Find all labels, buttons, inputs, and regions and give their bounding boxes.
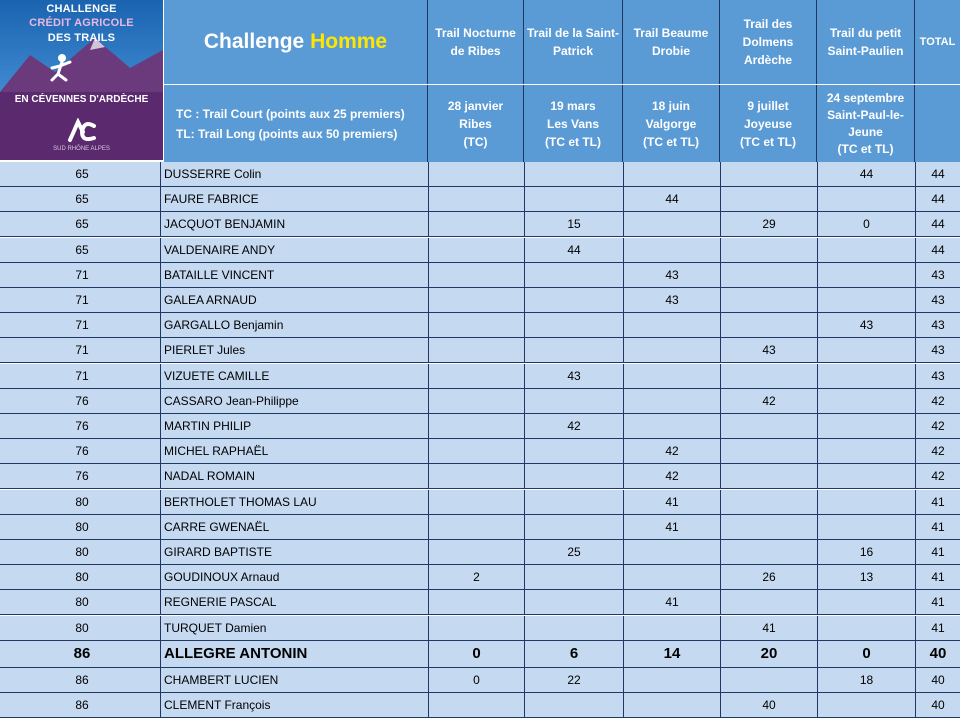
rank-cell: 80 (75, 545, 89, 559)
rank-cell: 71 (75, 318, 89, 333)
race-name-4: Trail des Dolmens Ardèche (720, 0, 816, 84)
table-row (0, 693, 960, 718)
table-row (0, 565, 960, 590)
score-race-4 (720, 238, 817, 262)
score-race-5 (817, 464, 915, 488)
rank-cell: 86 (75, 698, 89, 712)
total-cell: 44 (915, 162, 960, 186)
name-cell: TURQUET Damien (160, 616, 428, 640)
score-race-5: 44 (817, 162, 915, 186)
table-row (0, 540, 960, 565)
score-race-1 (428, 616, 524, 640)
score-race-5 (817, 693, 915, 717)
score-race-2 (524, 565, 623, 589)
score-race-2 (524, 515, 623, 539)
name-cell: GIRARD BAPTISTE (160, 540, 428, 564)
score-race-1 (428, 288, 524, 312)
score-race-2: 22 (524, 668, 623, 692)
total-header: TOTAL (915, 0, 960, 84)
score-race-1 (428, 187, 524, 211)
table-row (0, 313, 960, 338)
score-race-1 (428, 313, 524, 337)
score-race-5 (817, 414, 915, 438)
name-cell: GARGALLO Benjamin (160, 313, 428, 337)
score-race-3 (623, 338, 720, 362)
score-race-2: 44 (524, 238, 623, 262)
rank-cell: 76 (75, 469, 89, 484)
score-race-5 (817, 490, 915, 514)
score-race-3 (623, 616, 720, 640)
score-race-4: 40 (720, 693, 817, 717)
score-race-4 (720, 439, 817, 463)
name-cell: BERTHOLET THOMAS LAU (160, 490, 428, 514)
name-cell: PIERLET Jules (160, 338, 428, 362)
score-race-5: 16 (817, 540, 915, 564)
table-row (0, 616, 960, 641)
total-cell: 41 (915, 565, 960, 589)
score-race-4 (720, 364, 817, 388)
race-name-1: Trail Nocturne de Ribes (428, 0, 523, 84)
score-race-5 (817, 364, 915, 388)
name-cell: NADAL ROMAIN (160, 464, 428, 488)
score-race-5: 0 (817, 212, 915, 236)
score-race-3: 44 (623, 187, 720, 211)
score-race-2 (524, 389, 623, 413)
score-race-1 (428, 439, 524, 463)
legend-note (164, 85, 427, 162)
table-row (0, 338, 960, 363)
score-race-4 (720, 263, 817, 287)
race-name-3: Trail Beaume Drobie (623, 0, 719, 84)
score-race-4 (720, 668, 817, 692)
name-cell: MARTIN PHILIP (160, 414, 428, 438)
score-race-3 (623, 238, 720, 262)
score-race-3: 14 (623, 641, 720, 667)
table-row (0, 187, 960, 212)
score-race-4 (720, 288, 817, 312)
score-race-3: 41 (623, 490, 720, 514)
name-cell: DUSSERRE Colin (160, 162, 428, 186)
score-race-2 (524, 187, 623, 211)
score-race-4 (720, 515, 817, 539)
score-race-4: 29 (720, 212, 817, 236)
rank-cell: 65 (75, 192, 89, 207)
rank-cell: 80 (75, 570, 89, 585)
total-cell: 42 (915, 439, 960, 463)
legend-note-tc: TC : Trail Court (points aux 25 premiers) (176, 106, 405, 121)
rank-cell: 86 (75, 672, 89, 687)
score-race-1 (428, 515, 524, 539)
name-cell: MICHEL RAPHAËL (160, 439, 428, 463)
score-race-2 (524, 490, 623, 514)
score-race-3: 43 (623, 288, 720, 312)
score-race-5: 43 (817, 313, 915, 337)
name-cell: ALLEGRE ANTONIN (160, 641, 428, 667)
name-cell: VALDENAIRE ANDY (160, 238, 428, 262)
score-race-3: 42 (623, 439, 720, 463)
total-cell: 41 (915, 515, 960, 539)
table-row (0, 439, 960, 464)
name-cell: VIZUETE CAMILLE (160, 364, 428, 388)
race-date-2: 19 mars Les Vans (TC et TL) (524, 85, 622, 162)
race-date-4: 9 juillet Joyeuse (TC et TL) (720, 85, 816, 162)
table-row (0, 641, 960, 668)
score-race-1 (428, 590, 524, 614)
table-row (0, 288, 960, 313)
score-race-1 (428, 238, 524, 262)
logo-line-3: DES TRAILS (47, 32, 116, 44)
race-date-3: 18 juin Valgorge (TC et TL) (623, 85, 719, 162)
score-race-3 (623, 364, 720, 388)
total-cell: 42 (915, 464, 960, 488)
score-race-2 (524, 338, 623, 362)
score-race-4 (720, 540, 817, 564)
rank-cell: 86 (73, 644, 91, 662)
race-name-5: Trail du petit Saint-Paulien (817, 0, 914, 84)
score-race-2: 25 (524, 540, 623, 564)
table-row (0, 490, 960, 515)
score-race-5 (817, 338, 915, 362)
score-race-2: 15 (524, 212, 623, 236)
rank-cell: 76 (75, 444, 89, 459)
score-race-3 (623, 162, 720, 186)
score-race-5: 18 (817, 668, 915, 692)
score-race-3 (623, 414, 720, 438)
legend-note-tl: TL: Trail Long (points aux 50 premiers) (176, 126, 398, 141)
total-cell: 43 (915, 263, 960, 287)
race-date-1: 28 janvier Ribes (TC) (428, 85, 523, 162)
rank-cell: 71 (75, 368, 89, 383)
total-cell: 44 (915, 187, 960, 211)
score-race-5: 0 (817, 641, 915, 667)
rank-cell: 76 (75, 419, 89, 433)
score-race-5 (817, 288, 915, 312)
score-race-2: 42 (524, 414, 623, 438)
rank-cell: 71 (75, 267, 89, 282)
score-race-2 (524, 263, 623, 287)
score-race-2: 43 (524, 364, 623, 388)
total-cell: 44 (915, 212, 960, 236)
table-row (0, 364, 960, 389)
score-race-2 (524, 439, 623, 463)
rank-cell: 65 (75, 242, 89, 257)
header-divider (816, 0, 817, 162)
table-row (0, 212, 960, 237)
score-race-1 (428, 693, 524, 717)
score-race-4 (720, 464, 817, 488)
score-race-1: 0 (428, 641, 524, 667)
table-header (0, 0, 960, 162)
score-race-5 (817, 238, 915, 262)
score-race-1 (428, 540, 524, 564)
title-prefix: Challenge (203, 30, 311, 53)
score-race-3: 41 (623, 590, 720, 614)
table-row (0, 162, 960, 187)
score-race-2 (524, 162, 623, 186)
table-row (0, 590, 960, 615)
total-cell: 41 (915, 540, 960, 564)
score-race-3: 43 (623, 263, 720, 287)
logo-line-1: CHALLENGE (46, 3, 117, 15)
total-cell: 40 (915, 641, 960, 667)
rank-cell: 80 (75, 494, 89, 509)
page-title (164, 0, 427, 84)
header-divider (622, 0, 623, 162)
score-race-3 (623, 565, 720, 589)
score-race-2 (524, 288, 623, 312)
score-race-5 (817, 389, 915, 413)
score-race-3: 42 (623, 464, 720, 488)
total-cell: 43 (915, 338, 960, 362)
table-row (0, 414, 960, 439)
score-race-5 (817, 187, 915, 211)
score-race-3 (623, 389, 720, 413)
score-race-3 (623, 668, 720, 692)
score-race-5 (817, 616, 915, 640)
total-cell: 43 (915, 288, 960, 312)
total-cell: 41 (915, 590, 960, 614)
race-name-2: Trail de la Saint- Patrick (524, 0, 622, 84)
title-accent: Homme (310, 30, 388, 53)
score-race-3 (623, 540, 720, 564)
name-cell: JACQUOT BENJAMIN (160, 212, 428, 236)
rank-cell: 65 (75, 217, 89, 232)
table-row (0, 389, 960, 414)
score-race-1 (428, 389, 524, 413)
rank-cell: 71 (75, 293, 89, 307)
name-cell: CASSARO Jean-Philippe (160, 389, 428, 413)
score-race-2: 6 (524, 641, 623, 667)
score-race-1: 0 (428, 668, 524, 692)
score-race-2 (524, 616, 623, 640)
header-divider (163, 84, 960, 85)
score-race-5: 13 (817, 565, 915, 589)
score-race-3 (623, 693, 720, 717)
total-cell: 43 (915, 313, 960, 337)
score-race-4 (720, 414, 817, 438)
rank-cell: 65 (75, 167, 89, 181)
rank-cell: 80 (75, 595, 89, 610)
score-race-1 (428, 464, 524, 488)
score-race-1 (428, 212, 524, 236)
score-race-4: 26 (720, 565, 817, 589)
name-cell: CARRE GWENAËL (160, 515, 428, 539)
score-race-4 (720, 187, 817, 211)
total-cell: 42 (915, 414, 960, 438)
race-date-5: 24 septembre Saint-Paul-le- Jeune (TC et TL) (817, 85, 914, 162)
score-race-4 (720, 162, 817, 186)
score-race-5 (817, 263, 915, 287)
score-race-4 (720, 313, 817, 337)
table-row (0, 238, 960, 263)
score-race-2 (524, 590, 623, 614)
name-cell: CLEMENT François (160, 693, 428, 717)
rank-cell: 71 (75, 343, 89, 358)
table-row (0, 668, 960, 693)
score-race-1 (428, 338, 524, 362)
total-header-blank (915, 85, 960, 162)
logo-line-2: CRÉDIT AGRICOLE (29, 17, 134, 29)
total-cell: 40 (915, 668, 960, 692)
score-race-4: 20 (720, 641, 817, 667)
score-race-2 (524, 464, 623, 488)
table-row (0, 464, 960, 489)
total-cell: 41 (915, 616, 960, 640)
header-divider (523, 0, 524, 162)
total-cell: 42 (915, 389, 960, 413)
score-race-1: 2 (428, 565, 524, 589)
name-cell: GOUDINOUX Arnaud (160, 565, 428, 589)
score-race-2 (524, 313, 623, 337)
score-race-3: 41 (623, 515, 720, 539)
header-divider (427, 0, 428, 162)
name-cell: GALEA ARNAUD (160, 288, 428, 312)
score-race-3 (623, 313, 720, 337)
score-race-4: 41 (720, 616, 817, 640)
name-cell: FAURE FABRICE (160, 187, 428, 211)
score-race-1 (428, 414, 524, 438)
total-cell: 40 (915, 693, 960, 717)
header-divider (719, 0, 720, 162)
rank-cell: 80 (75, 620, 89, 635)
score-race-4 (720, 590, 817, 614)
score-race-4: 42 (720, 389, 817, 413)
rank-cell: 80 (75, 519, 89, 534)
header-divider (914, 0, 915, 162)
score-race-1 (428, 162, 524, 186)
table-row (0, 263, 960, 288)
score-race-3 (623, 212, 720, 236)
logo-sky (0, 0, 163, 92)
name-cell: REGNERIE PASCAL (160, 590, 428, 614)
logo-region: EN CÉVENNES D'ARDÈCHE (14, 94, 149, 105)
total-cell: 44 (915, 238, 960, 262)
name-cell: CHAMBERT LUCIEN (160, 668, 428, 692)
score-race-5 (817, 515, 915, 539)
name-cell: BATAILLE VINCENT (160, 263, 428, 287)
score-race-5 (817, 590, 915, 614)
score-race-5 (817, 439, 915, 463)
rank-cell: 76 (75, 393, 89, 408)
table-row (0, 515, 960, 540)
total-cell: 41 (915, 490, 960, 514)
score-race-2 (524, 693, 623, 717)
challenge-logo (0, 0, 163, 160)
score-race-1 (428, 263, 524, 287)
score-race-4 (720, 490, 817, 514)
logo-subtitle: SUD RHÔNE ALPES (53, 146, 110, 152)
score-race-1 (428, 490, 524, 514)
credit-agricole-logo-icon (66, 118, 96, 144)
score-race-4: 43 (720, 338, 817, 362)
total-cell: 43 (915, 364, 960, 388)
score-race-1 (428, 364, 524, 388)
